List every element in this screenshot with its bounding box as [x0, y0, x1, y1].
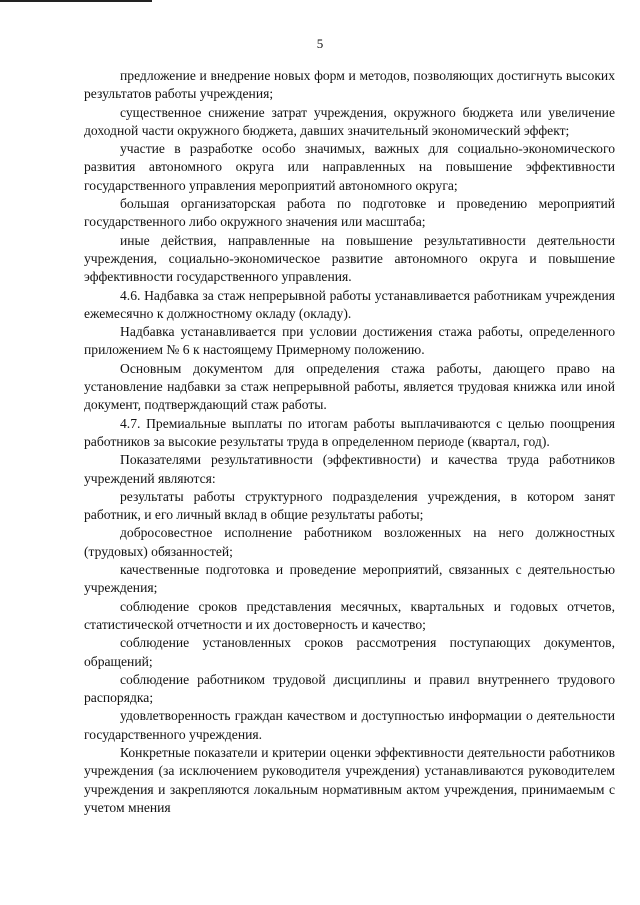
paragraph: добросовестное исполнение работником возложенных на него должностных (трудовых) обязанностей;: [84, 525, 615, 559]
paragraph: качественные подготовка и проведение мероприятий, связанных с деятельностью учреждения;: [84, 562, 615, 596]
paragraph: предложение и внедрение новых форм и методов, позволяющих достигнуть высоких результатов работы учреждения;: [84, 68, 615, 102]
paragraph: Надбавка устанавливается при условии достижения стажа работы, определенного приложением № 6 к настоящему Примерному положению.: [84, 324, 615, 358]
page-number: 5: [316, 36, 324, 51]
paragraph: Основным документом для определения стажа работы, дающего право на установление надбавки за стаж непрерывной работы, является трудовая книжка или иной документ, подтверждающий стаж работы.: [84, 360, 615, 413]
paragraph: соблюдение работником трудовой дисциплины и правил внутреннего трудового распорядка;: [84, 671, 615, 706]
top-border-line: [0, 0, 152, 2]
paragraph: иные действия, направленные на повышение результативности деятельности учреждения, социально-экономическое развитие автономного округа и повышение эффективности государственного управления.: [84, 232, 615, 285]
paragraph: результаты работы структурного подразделения учреждения, в котором занят работник, и его личный вклад в общие результаты работы;: [84, 488, 615, 523]
paragraph: соблюдение установленных сроков рассмотрения поступающих документов, обращений;: [84, 635, 615, 669]
paragraph: Показателями результативности (эффективности) и качества труда работников учреждений являются:: [84, 452, 615, 486]
paragraph: участие в разработке особо значимых, важных для социально-экономического развития автономного округа или направленных на повышение эффективности государственного управления мероприятий автономного округа;: [84, 141, 615, 193]
paragraph: удовлетворенность граждан качеством и доступностью информации о деятельности государственного учреждения.: [84, 708, 615, 742]
paragraph-section-4-6: 4.6. Надбавка за стаж непрерывной работы устанавливается работникам учреждения ежемесячно к должностному окладу (окладу).: [84, 287, 615, 321]
paragraph-section-4-7: 4.7. Премиальные выплаты по итогам работы выплачиваются с целью поощрения работников за высокие результаты труда в определенном периоде (квартал, год).: [84, 415, 615, 449]
paragraph: большая организаторская работа по подготовке и проведению мероприятий государственного либо окружного значения или масштаба;: [84, 196, 615, 230]
paragraph: существенное снижение затрат учреждения, окружного бюджета или увеличение доходной части окружного бюджета, давших значительный экономический эффект;: [84, 104, 615, 138]
paragraph: соблюдение сроков представления месячных, квартальных и годовых отчетов, статистической отчетности и их достоверность и качество;: [84, 598, 615, 632]
document-body: [84, 67, 615, 817]
paragraph: Конкретные показатели и критерии оценки эффективности деятельности работников учреждения (за исключением руководителя учреждения) устанавливаются руководителем учреждения и закрепляются локальным нормативным актом учреждения, принимаемым с учетом мнения: [84, 744, 615, 815]
